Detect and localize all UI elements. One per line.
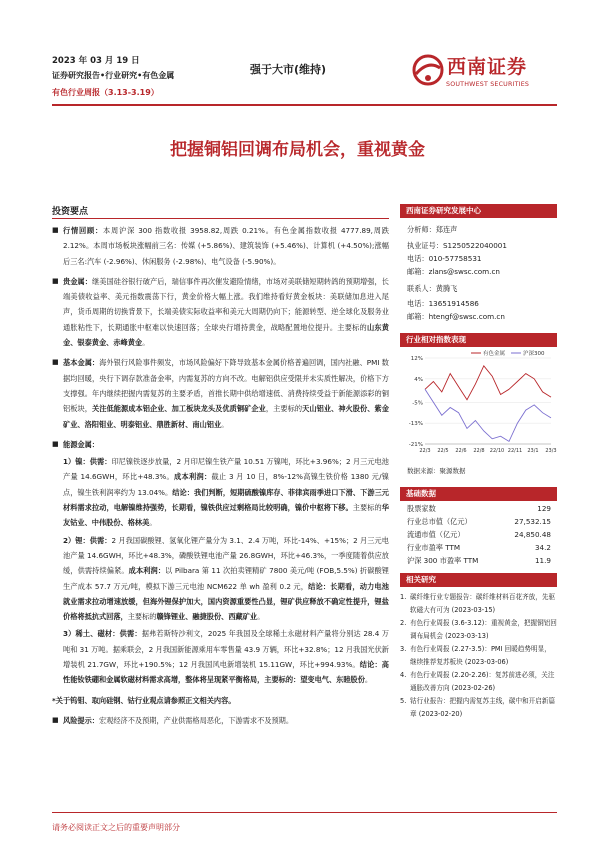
risk-text: ■ 风险提示：宏观经济不及预期，产业供需格局恶化，下游需求不及预期。 bbox=[52, 713, 389, 728]
industry-rating: 强于大市(维持) bbox=[250, 63, 327, 76]
y-tick-label: -13% bbox=[408, 421, 423, 428]
paragraph-energy-metals: ■ 能源金属： bbox=[52, 437, 389, 452]
logo-text-cn: 西南证券 bbox=[447, 56, 528, 78]
contact-tel: 电话：13651914586 bbox=[407, 299, 479, 308]
team-heading: 西南证券研究发展中心 bbox=[400, 204, 557, 218]
report-week: 有色行业周报（3.13-3.19） bbox=[52, 88, 159, 97]
x-tick-label: 22/6 bbox=[455, 448, 467, 454]
paragraph-market: ■ 行情回顾：本周沪深 300 指数收报 3958.82,周跌 0.21%。有色金属指数收报 4777.89,周跌 2.12%。本周市场板块涨幅前三名：传媒 (+5.86%)、建筑装饰 (+5.46%)、计算机 (+4.50%);涨幅后三名:汽车 (-2.96%)、休闲服务 (-2.98%)、电气设备 (-5.90%)。 bbox=[52, 223, 389, 269]
report-date: 2023 年 03 月 19 日 bbox=[52, 56, 140, 66]
bullet-icon: ■ bbox=[52, 358, 59, 367]
chart-heading: 行业相对指数表现 bbox=[400, 333, 557, 347]
report-type: 证券研究报告•行业研究•有色金属 bbox=[52, 71, 175, 80]
bullet-icon: ■ bbox=[52, 226, 59, 234]
legend-label: 有色金属 bbox=[483, 351, 506, 357]
note-text: *关于钨钼、取向硅钢、钴行业观点请参照正文相关内容。 bbox=[52, 695, 236, 705]
x-tick-label: 22/8 bbox=[473, 448, 485, 454]
basic-data-table bbox=[407, 503, 551, 567]
x-tick-label: 22/10 bbox=[489, 448, 505, 454]
bullet-icon: ■ bbox=[52, 715, 59, 724]
paragraph-precious: ■ 贵金属：继美国硅谷银行破产后，瑞信事件再次催发避险情绪，市场对美联储短期转鸽的预期增强，长端美债收益率、美元指数震荡下行，黄金价格大幅上涨。我们维持看好黄金板块：美联储加息进入尾声，货币周期的切换背景下，长端美债实际收益率和美元大周期仍向下；能源转型、逆全球化及服务业通胀粘性下，长期通胀中枢难以快速回落；全球央行增持黄金，战略配置地位提升。主要标的山东黄金、银泰黄金、赤峰黄金。 bbox=[52, 274, 389, 350]
x-tick-label: 23/3 bbox=[545, 448, 557, 454]
sub-rare-earth: 3）稀土、磁材：供需：据弗若斯特沙利文，2025 年我国及全球稀土永磁材料产量将分别达 28.4 万吨和 31 万吨。据乘联会，2 月我国新能源乘用车零售量 43.9 万辆，环比+32.8%；12 月我国光伏新增装机 21.7GW，环比+190.5%；12 月我国风电新增装机 15.11GW，环比+994.93%。结论：高性能钕铁硼和金属软磁材料需求高增，整体将呈现紧平衡格局，主要标的：望变电气、东睦股份。 bbox=[63, 629, 389, 685]
contact-name: 联系人：黄腾飞 bbox=[407, 284, 458, 293]
list-item[interactable]: 5. 钴行业报告：把握内需复苏主线，碳中和开启新篇章 (2023-02-20) bbox=[400, 697, 556, 718]
x-tick-label: 22/11 bbox=[507, 448, 523, 454]
key-points bbox=[52, 223, 389, 728]
y-tick-label: 12% bbox=[410, 356, 423, 362]
list-item[interactable]: 4. 有色行业周报 (2.20-2.26)：复苏前进必须，关注通胀改善方向 (2023-02-26) bbox=[400, 671, 555, 692]
y-tick-label: 4% bbox=[414, 376, 423, 383]
analyst-cert: 执业证号：S1250522040001 bbox=[407, 241, 507, 250]
relative-index-chart bbox=[403, 348, 555, 460]
report-title: 把握铜铝回调布局机会，重视黄金 bbox=[170, 140, 425, 160]
list-item[interactable]: 1. 碳纤维行业专题报告：碳纤维材料百花齐放，先驱软磁大有可为 (2023-03-15) bbox=[400, 593, 556, 614]
section-heading: 投资要点 bbox=[52, 207, 89, 217]
related-heading: 相关研究 bbox=[400, 573, 557, 587]
chart-source: 数据来源：聚源数据 bbox=[407, 467, 466, 475]
contact-mail[interactable]: 邮箱：htengf@swsc.com.cn bbox=[407, 312, 505, 321]
footer-disclaimer: 请务必阅读正文之后的重要声明部分 bbox=[52, 823, 180, 832]
footer-divider bbox=[52, 812, 557, 813]
list-item[interactable]: 2. 有色行业周报 (3.6-3.12)：重视黄金，把握铜铝回调布局机会 (2023-03-13) bbox=[400, 619, 557, 640]
sub-lithium: 2）锂：供需：2 月我国碳酸锂、氢氧化锂产量分为 3.1、2.4 万吨，环比-14%、+15%；2 月三元电池产量 14.6GWH，环比+48.3%，磷酸铁锂电池产量 26.8GWH，环比+46.3%，一季度随着供应放缓，供需持续偏紧。成本利润：以 Pilbara 第 11 次拍卖锂精矿 7800 美元/吨 (FOB,5.5%) 折碳酸锂生产成本 57.7 万元/吨，模拟下游三元电池 NCM622 单 wh 盈利 0.2 元，结论：长期看，动力电池就业需求拉动增速放缓，但海外锂保护加大，国内资源重要性凸显，锂矿供应释放不确定性提升，锂盐价格将抵抗式回落，主要标的赣锋锂业、融捷股份、西藏矿业。 bbox=[63, 535, 389, 622]
analyst-mail[interactable]: 邮箱：zlans@swsc.com.cn bbox=[407, 267, 500, 276]
list-item[interactable]: 3. 有色行业周报 (2.27-3.5)：PMI 回暖趋势明显，继续推荐复苏板块 (2023-03-06) bbox=[400, 645, 551, 666]
related-list bbox=[400, 591, 557, 721]
analyst-tel: 电话：010-57758531 bbox=[407, 254, 482, 263]
y-tick-label: -5% bbox=[412, 400, 423, 407]
basic-data-heading: 基础数据 bbox=[400, 487, 557, 501]
table-row: 沪深 300 市盈率 TTM 11.9 bbox=[407, 555, 551, 565]
section-divider bbox=[52, 218, 389, 219]
analyst-name: 分析师：郑连声 bbox=[407, 225, 458, 234]
table-row: 流通市值（亿元） 24,850.48 bbox=[407, 529, 551, 539]
header-divider bbox=[52, 104, 557, 106]
bullet-icon: ■ bbox=[52, 276, 59, 285]
series-line-1 bbox=[425, 389, 551, 441]
table-row: 行业市盈率 TTM 34.2 bbox=[407, 542, 551, 552]
legend-label: 沪深300 bbox=[523, 351, 545, 357]
x-tick-label: 23/1 bbox=[527, 448, 539, 454]
logo-text-en: SOUTHWEST SECURITIES bbox=[446, 81, 530, 88]
series-line-0 bbox=[425, 366, 551, 400]
bullet-icon: ■ bbox=[52, 439, 59, 448]
x-tick-label: 22/3 bbox=[419, 448, 431, 454]
x-tick-label: 22/5 bbox=[437, 448, 449, 454]
table-row: 行业总市值（亿元） 27,532.15 bbox=[407, 516, 551, 526]
paragraph-base-metals: ■ 基本金属：海外银行风险事件频发，市场风险偏好下降导致基本金属价格普遍回调，国内社融、PMI 数据均回暖，央行下调存款准备金率，内需复苏的方向不改。电解铝供应受限并未实质性解决，价格下方支撑强。年内继续把握内需复苏的主要矛盾，首推长期中供给增速低、消费持续受益于新能源添彩的铜铝板块，关注低能源成本铝企业、加工板块龙头及优质铜矿企业，主要标的天山铝业、神火股份、紫金矿业、洛阳钼业、明泰铝业、鼎胜新材、南山铝业。 bbox=[52, 355, 389, 431]
y-tick-label: -21% bbox=[408, 442, 423, 448]
table-row: 股票家数 129 bbox=[407, 504, 551, 513]
sub-nickel: 1）镍：供需：印尼镍铁逐步放量，2 月印尼镍生铁产量 10.51 万镍吨，环比+3.96%；2 月三元电池产量 14.6GWH，环比+48.3%。成本利润：截止 3 月 10 日，8%-12%高镍生铁价格 1380 元/镍点，镍生铁利润率约为 13.04%。结论：我们判断，短期硫酸镍库存、菲律宾雨季进口下滑、下游三元材料需求拉动，电解镍维持强势，长期看，镍铁供应过剩格局比较明确，镍价中枢将下移。主要标的华友钴业、中伟股份、格林美。 bbox=[63, 457, 389, 528]
